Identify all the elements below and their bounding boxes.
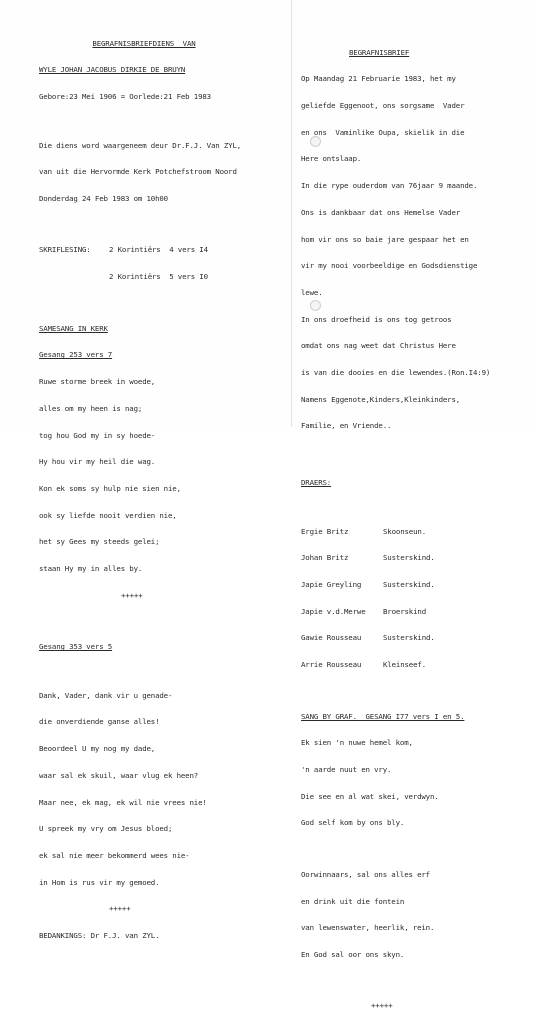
announcement-heading: BEGRAFNISBRIEF (349, 47, 410, 57)
announcement-line: Ons is dankbaar dat ons Hemelse Vader (301, 207, 461, 217)
hymn-2-line: U spreek my vry om Jesus bloed; (39, 824, 173, 834)
end-mark: +++++ (371, 1001, 393, 1011)
announcement-line: Namens Eggenote,Kinders,Kleinkinders, (301, 394, 461, 404)
bearer-relation: Broerskind (383, 606, 426, 616)
bearer-relation: Susterskind. (383, 579, 435, 589)
hymn-1-line: Hy hou vir my heil die wag. (39, 457, 156, 467)
bearer-name: Japie Greyling (301, 579, 362, 589)
hymn-1-line: het sy Gees my steeds gelei; (39, 537, 160, 547)
scripture-reference: 2 Korintiërs 5 vers I0 (109, 272, 208, 282)
bearer-relation: Kleinseef. (383, 660, 426, 670)
bearer-relation: Susterskind. (383, 633, 435, 643)
bearer-row (301, 554, 533, 563)
hymn-1-line: staan Hy my in alles by. (39, 564, 143, 574)
bearer-name: Ergie Britz (301, 526, 349, 536)
hymn-2-line: in Hom is rus vir my gemoed. (39, 877, 160, 887)
hymn-2-line: waar sal ek skuil, waar vlug ek heen? (39, 770, 199, 780)
bearers-heading: DRAERS: (301, 477, 332, 487)
bearer-relation: Susterskind. (383, 553, 435, 563)
announcement-line: vir my nooi voorbeeldige en Godsdienstige (301, 261, 478, 271)
hymn-1-line: tog hou God my in sy hoede- (39, 430, 156, 440)
graveside-hymn-line: en drink uit die fontein (301, 896, 405, 906)
acknowledgements: BEDANKINGS: Dr F.J. van ZYL. (39, 931, 160, 941)
hymn-1-line: Ruwe storme breek in woede, (39, 377, 156, 387)
graveside-hymn-line: Oorwinnaars, sal ons alles erf (301, 869, 430, 879)
hymn-2-end-mark: +++++ (109, 904, 131, 914)
hymn-1-line: alles om my heen is nag; (39, 403, 143, 413)
birth-death-dates: Gebore:23 Mei 1906 = Oorlede:21 Feb 1983 (39, 92, 211, 102)
bearer-row (301, 661, 533, 670)
bearer-name: Johan Britz (301, 553, 349, 563)
document-title: BEGRAFNISBRIEFDIENS VAN (92, 38, 196, 48)
bearer-row (301, 634, 533, 643)
service-line: Die diens word waargeneem deur Dr.F.J. Van ZYL, (39, 140, 242, 150)
announcement-line: In die rype ouderdom van 76jaar 9 maande. (301, 181, 478, 191)
bearer-name: Gawie Rousseau (301, 633, 362, 643)
announcement-line: is van die dooies en die lewendes.(Ron.I4:9) (301, 368, 491, 378)
hymn-2-line: Dank, Vader, dank vir u genade- (39, 690, 173, 700)
scripture-label: SKRIFLESING: (39, 245, 91, 255)
graveside-hymn-heading: SANG BY GRAF. GESANG I77 vers I en 5. (301, 711, 465, 721)
scripture-reading-1 (39, 246, 289, 255)
bearer-name: Japie v.d.Merwe (301, 606, 366, 616)
service-line: van uit die Hervormde Kerk Potchefstroom Noord (39, 167, 237, 177)
bearer-row (301, 608, 533, 617)
service-line: Donderdag 24 Feb 1983 om 10h00 (39, 193, 168, 203)
announcement-line: lewe. (301, 287, 323, 297)
graveside-hymn-line: Die see en al wat skei, verdwyn. (301, 791, 439, 801)
page-fold-line (291, 0, 292, 427)
hymn-2-line: Maar nee, ek mag, ek wil nie vrees nie! (39, 797, 207, 807)
graveside-hymn-line: van lewenswater, heerlik, rein. (301, 923, 435, 933)
announcement-line: omdat ons nag weet dat Christus Here (301, 341, 456, 351)
announcement-line: Op Maandag 21 Februarie 1983, het my (301, 74, 456, 84)
announcement-line: In ons droefheid is ons tog getroos (301, 314, 452, 324)
scripture-reference: 2 Korintiërs 4 vers I4 (109, 245, 208, 255)
graveside-hymn-line: 'n aarde nuut en vry. (301, 764, 392, 774)
graveside-hymn-line: Ek sien 'n nuwe hemel kom, (301, 738, 413, 748)
hymn-1-line: ook sy liefde nooit verdien nie, (39, 510, 177, 520)
hymn-2-heading: Gesang 353 vers 5 (39, 642, 113, 652)
scripture-reading-2 (39, 273, 289, 282)
announcement-line: en ons Vaminlike Oupa, skielik in die (301, 127, 465, 137)
announcement-line: Familie, en Vriende.. (301, 421, 392, 431)
singing-heading: SAMESANG IN KERK (39, 323, 108, 333)
hymn-2-line: die onverdiende ganse alles! (39, 717, 160, 727)
bearer-name: Arrie Rousseau (301, 660, 362, 670)
announcement-line: Here ontslaap. (301, 154, 362, 164)
bearer-relation: Skoonseun. (383, 526, 426, 536)
left-column (39, 0, 289, 959)
graveside-hymn-line: En God sal oor ons skyn. (301, 949, 405, 959)
hymn-1-end-mark: +++++ (121, 590, 143, 600)
right-column (301, 0, 533, 1029)
graveside-hymn-line: God self kom by ons bly. (301, 818, 405, 828)
hymn-1-heading: Gesang 253 vers 7 (39, 350, 113, 360)
announcement-line: geliefde Eggenoot, ons sorgsame Vader (301, 101, 465, 111)
hymn-2-line: Beoordeel U my nog my dade, (39, 744, 156, 754)
hymn-1-line: Kon ek soms sy hulp nie sien nie, (39, 483, 181, 493)
announcement-line: hom vir ons so baie jare gespaar het en (301, 234, 469, 244)
bearer-row (301, 528, 533, 537)
bearer-row (301, 581, 533, 590)
hymn-2-line: ek sal nie meer bekommerd wees nie- (39, 850, 190, 860)
deceased-name: WYLE JOHAN JACOBUS DIRKIE DE BRUYN (39, 65, 186, 75)
